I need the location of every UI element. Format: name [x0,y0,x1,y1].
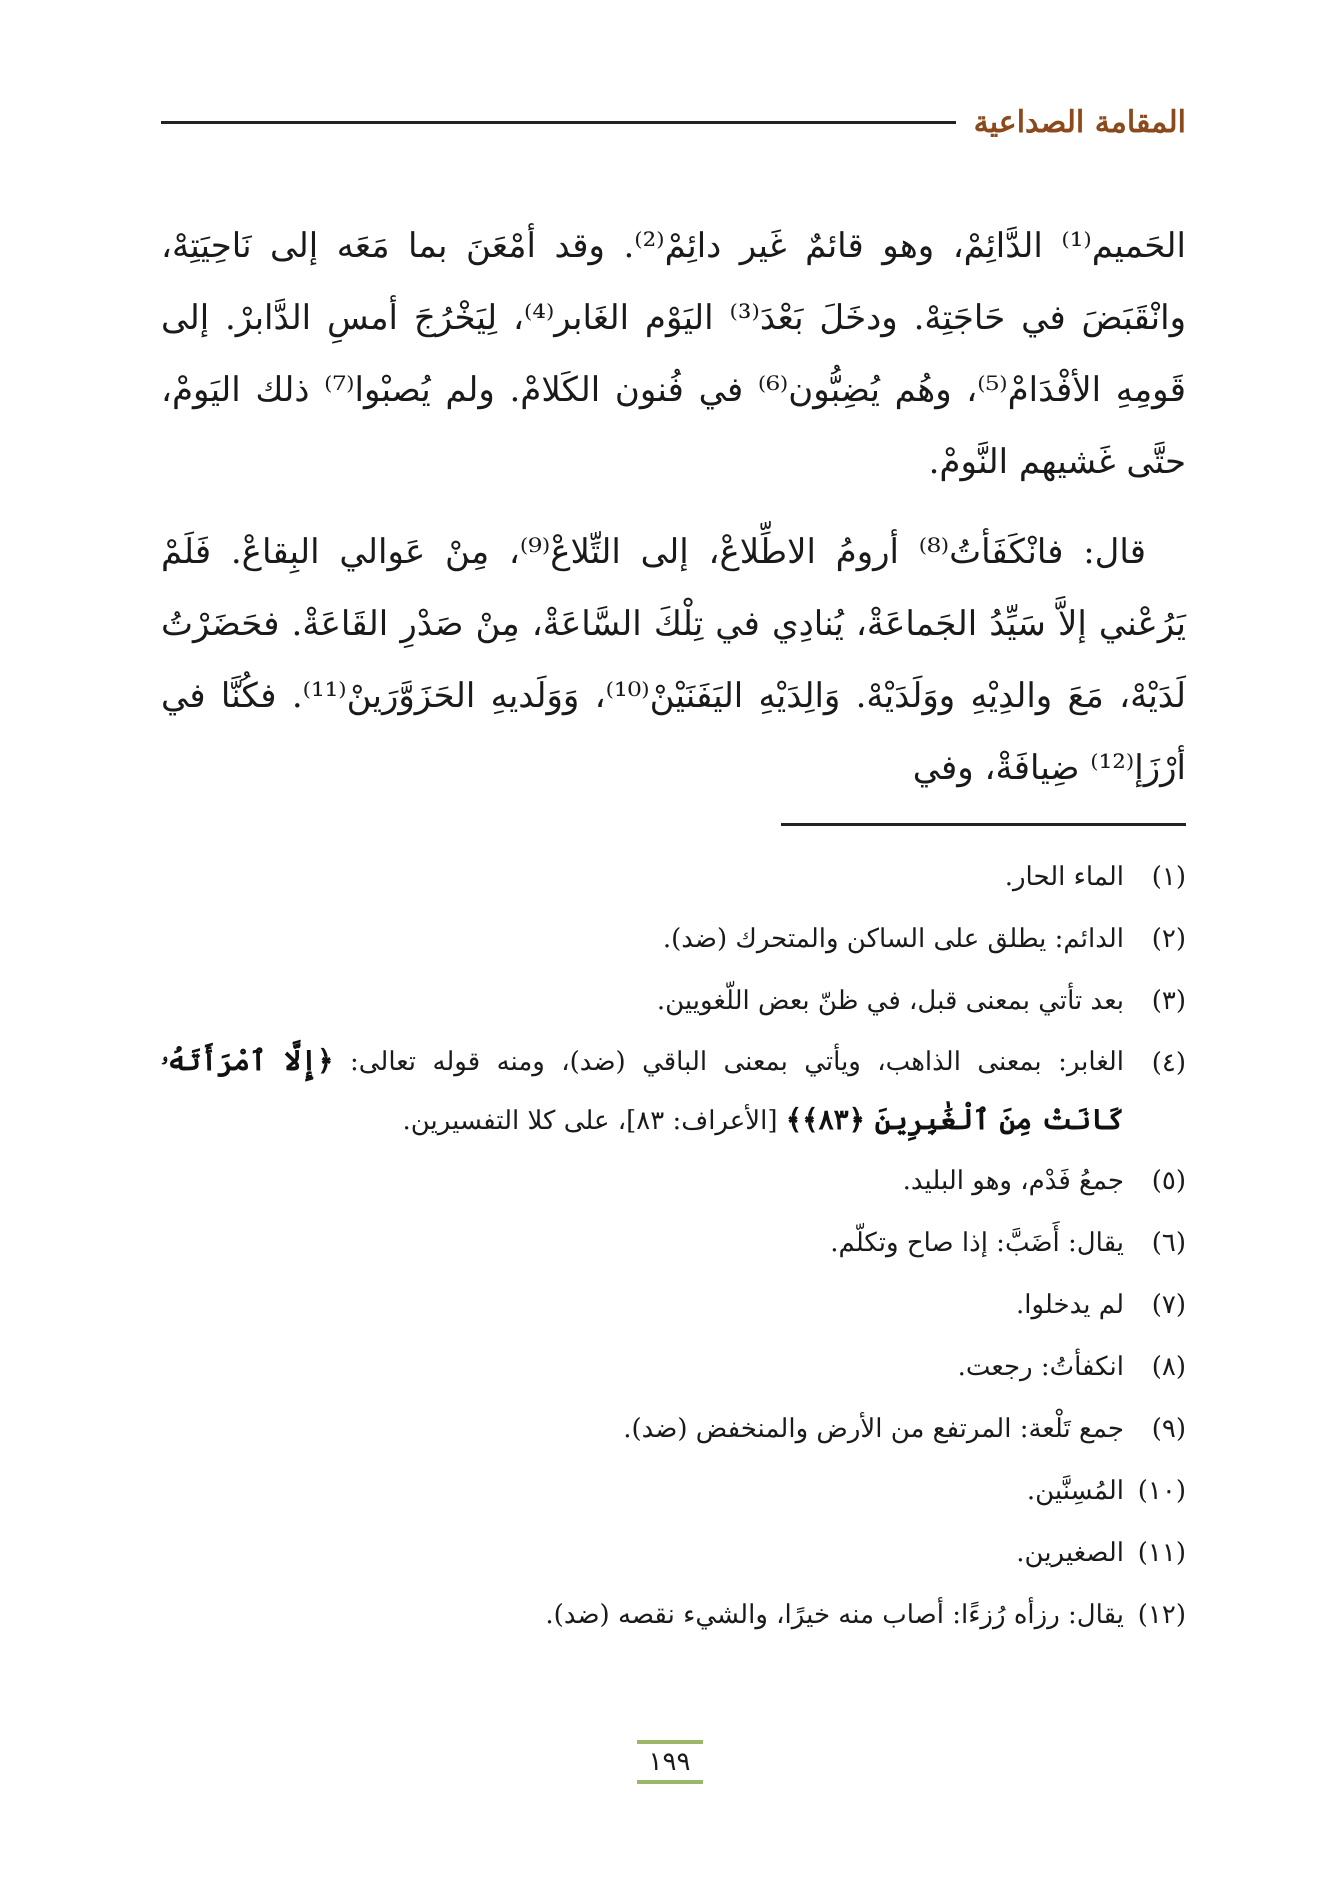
footnote-number: (١٢) [1137,1600,1186,1630]
footnote-text: جمع تَلْعة: المرتفع من الأرض والمنخفض (ضد). [623,1414,1124,1444]
footnote-number: (٩) [1151,1414,1186,1444]
running-header [161,100,1186,144]
footnote [161,1274,1186,1336]
footnote-number: (٣) [1151,986,1186,1016]
footnote [161,1150,1186,1212]
footnote-number: (١) [1151,862,1186,892]
footnote [161,1336,1186,1398]
footnote-text: الماء الحار. [1004,862,1124,892]
footnotes-list [161,846,1186,1646]
paragraph: قال: فانْكَفَأتُ⁽⁸⁾ أرومُ الاطِّلاعْ، إلى التِّلاعْ⁽⁹⁾، مِنْ عَوالي البِقاعْ. فَلَمْ يَرُعْني إلاَّ سَيِّدُ الجَماعَةْ، يُنادِي في تِلْكَ السَّاعَةْ، مِنْ صَدْرِ القَاعَةْ. فحَضَرْتُ لَدَيْهْ، مَعَ والدِيْهِ ووَلَدَيْهْ. وَالِدَيْهِ اليَفَنَيْنْ⁽¹⁰⁾، وَوَلَديهِ الحَزَوَّرَينْ⁽¹¹⁾. فكُنَّا في أرْزَإ⁽¹²⁾ ضِيافَةْ، وفي [161,532,1186,788]
footnote-number: (٦) [1151,1228,1186,1258]
footnote [161,1460,1186,1522]
footnote-text: الصغيرين. [1016,1538,1124,1568]
paragraph: الحَميم⁽¹⁾ الدَّائِمْ، وهو قائمٌ غَير دائِمْ⁽²⁾. وقد أمْعَنَ بما مَعَه إلى نَاحِيَتِهْ، وانْقَبَضَ في حَاجَتِهْ. ودخَلَ بَعْدَ⁽³⁾ اليَوْم الغَابر⁽⁴⁾، لِيَخْرُجَ أمسِ الدَّابرْ. إلى قَومِهِ الأفْدَامْ⁽⁵⁾، وهُم يُضِبُّون⁽⁶⁾ في فُنون الكَلامْ. ولم يُصبْوا⁽⁷⁾ ذلك اليَومْ، حتَّى غَشيهم النَّومْ. [161,226,1186,482]
footnote [161,1032,1186,1150]
footnote-text: الدائم: يطلق على الساكن والمتحرك (ضد). [662,924,1124,954]
footnote-number: (٥) [1151,1166,1186,1196]
footnote-text: يقال: أَضَبَّ: إذا صاح وتكلّم. [830,1228,1124,1258]
footnote-text: انكفأتُ: رجعت. [957,1352,1124,1382]
footnote-number: (٨) [1151,1352,1186,1382]
footnote-text [161,1032,1124,1150]
footnote-text: جمعُ فَدْم، وهو البليد. [902,1166,1124,1196]
footnote [161,846,1186,908]
verse-citation: [الأعراف: ٨٣]، على كلا التفسيرين. [402,1106,778,1136]
footnote-text: المُسِنَّين. [1026,1476,1124,1506]
quran-verse: ﴿إِلَّا ٱمْرَأَتَهُۥ كَانَتْ مِنَ ٱلْغَٰبِرِينَ ﴿٨٣﴾﴾ [161,1044,1124,1136]
footnote-text-main: الغابر: بمعنى الذاهب، ويأتي بمعنى الباقي (ضد)، ومنه قوله تعالى: [349,1047,1125,1077]
footnote [161,1522,1186,1584]
footnote [161,1584,1186,1646]
header-title: المقامة الصداعية [973,104,1186,140]
footnote-number: (٤) [1151,1048,1186,1078]
footnote [161,1212,1186,1274]
page-number: ١٩٩ [637,1740,703,1784]
footnote [161,908,1186,970]
footnote-text: لم يدخلوا. [1016,1290,1124,1320]
footnote-text: بعد تأتي بمعنى قبل، في ظنّ بعض اللّغويين. [656,986,1124,1016]
footnote-number: (٢) [1151,924,1186,954]
footnote-separator [781,823,1186,826]
footnote-number: (١١) [1137,1538,1186,1568]
footnote [161,1398,1186,1460]
main-text [161,210,1186,804]
footnote-text: يقال: رزأه رُزءًا: أصاب منه خيرًا، والشيء نقصه (ضد). [545,1600,1124,1630]
footnote-number: (١٠) [1137,1476,1186,1506]
header-rule [161,121,956,124]
footnote-number: (٧) [1151,1290,1186,1320]
footnote [161,970,1186,1032]
